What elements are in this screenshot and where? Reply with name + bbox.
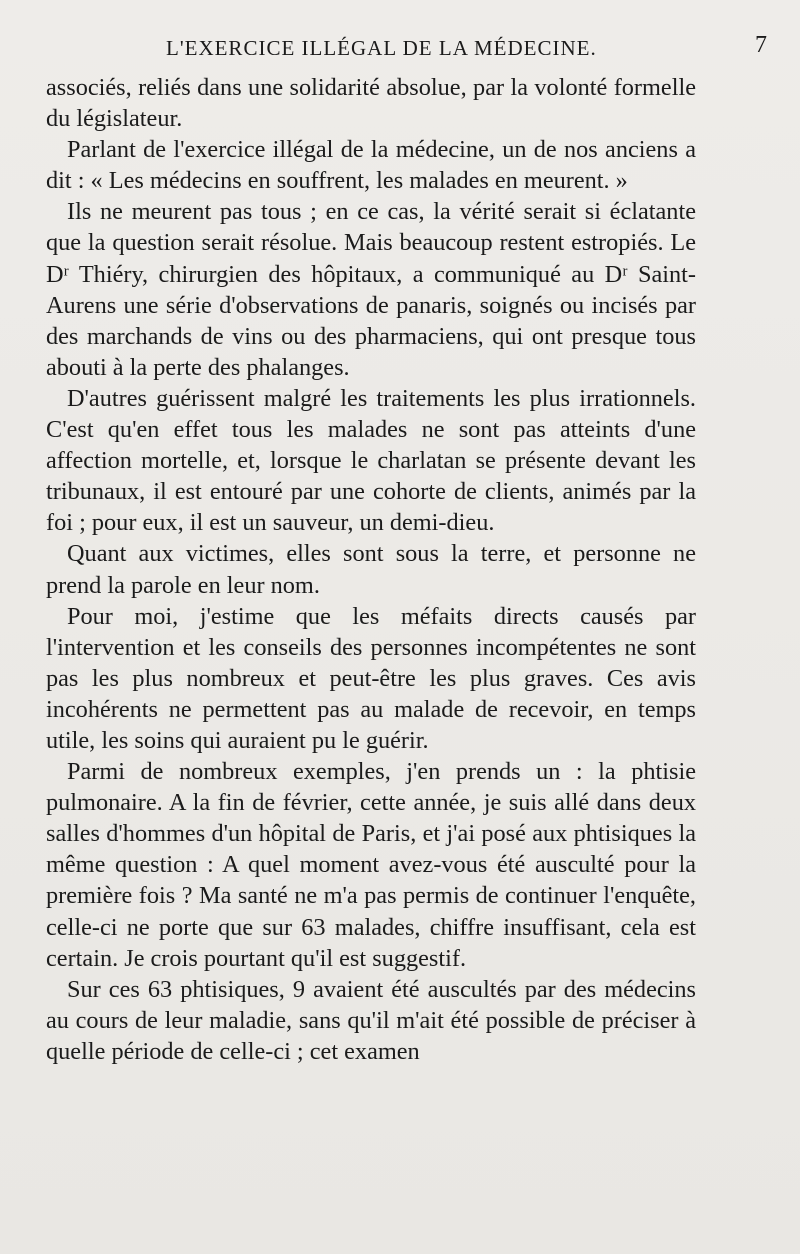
paragraph-4: D'autres guérissent malgré les traitements les plus irrationnels. C'est qu'en effet tous les malades ne sont pas atteints d'une affection mortelle, et, lorsque le charlatan se présente devant les tribunaux, il est entouré par une cohorte de clients, animés par la foi ; pour eux, il est un sauveur, un demi-dieu.: [46, 384, 696, 537]
body-text: [46, 72, 696, 1067]
page-number: 7: [755, 32, 768, 58]
running-head: [46, 28, 768, 72]
paragraph-8: Sur ces 63 phtisiques, 9 avaient été auscultés par des médecins au cours de leur maladie, sans qu'il m'ait été possible de préciser à quelle période de celle-ci ; cet examen: [46, 975, 696, 1065]
paragraph-1: associés, reliés dans une solidarité absolue, par la volonté formelle du législateur.: [46, 74, 696, 133]
paragraph-5: Quant aux victimes, elles sont sous la terre, et personne ne prend la parole en leur nom.: [46, 540, 696, 599]
paragraph-7: Parmi de nombreux exemples, j'en prends un : la phtisie pulmonaire. A la fin de février, cette année, je suis allé dans deux salles d'hommes d'un hôpital de Paris, et j'ai posé aux phtisiques la même question : A quel moment avez-vous été ausculté pour la première fois ? Ma santé ne m'a pas permis de continuer l'enquête, celle-ci ne porte que sur 63 malades, chiffre insuffisant, cela est certain. Je crois pourtant qu'il est suggestif.: [46, 758, 696, 972]
paragraph-3: Ils ne meurent pas tous ; en ce cas, la vérité serait si éclatante que la question serait résolue. Mais beaucoup restent estropiés. Le Dʳ Thiéry, chirurgien des hôpitaux, a communiqué au Dʳ Saint-Aurens une série d'observations de panaris, soignés ou incisés par des marchands de vins ou des pharmaciens, qui ont presque tous abouti à la perte des phalanges.: [46, 198, 696, 381]
paragraph-6: Pour moi, j'estime que les méfaits directs causés par l'intervention et les conseils des personnes incompétentes ne sont pas les plus nombreux et peut-être les plus graves. Ces avis incohérents ne permettent pas au malade de recevoir, en temps utile, les soins qui auraient pu le guérir.: [46, 602, 696, 754]
paragraph-2: Parlant de l'exercice illégal de la médecine, un de nos anciens a dit : « Les médecins en souffrent, les malades en meurent. »: [46, 136, 696, 195]
running-title: L'EXERCICE ILLÉGAL DE LA MÉDECINE.: [166, 36, 597, 60]
